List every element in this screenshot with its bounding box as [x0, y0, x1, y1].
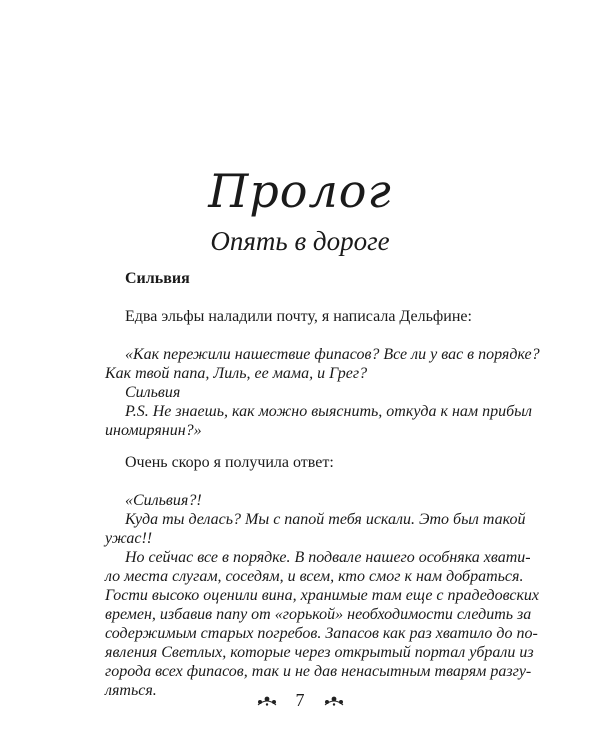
letter2-p2-line6: явления Светлых, которые через открытый портал убрали из — [105, 644, 534, 661]
letter2-p2-line2: ло места слугам, соседям, и всем, кто смог к нам добраться. — [105, 568, 524, 585]
second-letter — [105, 491, 540, 700]
reply-intro-paragraph — [105, 453, 505, 472]
chapter-title: Пролог — [208, 164, 392, 218]
letter1-line1: «Как пережили нашествие фипасов? Все ли у вас в порядке? — [125, 346, 540, 363]
intro-paragraph — [105, 307, 505, 326]
letter1-ps-line2: иномирянин?» — [105, 422, 202, 439]
letter2-p2-line1: Но сейчас все в порядке. В подвале нашего особняка хвати- — [125, 549, 531, 566]
section-name: Сильвия — [125, 270, 190, 287]
reply-intro-line: Очень скоро я получила ответ: — [125, 454, 334, 471]
floral-ornament-icon — [256, 693, 278, 707]
letter2-line2: Куда ты делась? Мы с папой тебя искали. Это был такой — [125, 511, 526, 528]
letter1-signature: Сильвия — [125, 384, 181, 401]
letter2-p2-line7: города всех фипасов, так и не дав ненасытным тварям разгу- — [105, 663, 532, 680]
intro-line: Едва эльфы наладили почту, я написала Дельфине: — [125, 308, 472, 325]
chapter-subtitle: Опять в дороге — [210, 226, 390, 256]
letter1-ps-line1: P.S. Не знаешь, как можно выяснить, откуда к нам прибыл — [125, 403, 532, 420]
letter2-p2-line4: времен, избавив папу от «горькой» необходимости следить за — [105, 606, 532, 623]
letter2-p2-line8: ляться. — [105, 682, 157, 699]
page-footer — [0, 690, 600, 710]
letter1-line2: Как твой папа, Лиль, ее мама, и Грег? — [105, 365, 368, 382]
first-letter — [105, 345, 540, 440]
floral-ornament-icon — [323, 693, 345, 707]
letter2-p2-line5: содержимым старых погребов. Запасов как раз хватило до по- — [105, 625, 538, 642]
page-number: 7 — [295, 690, 305, 710]
letter2-line3: ужас!! — [105, 530, 153, 547]
letter2-p2-line3: Гости высоко оценили вина, хранимые там еще с прадедовских — [105, 587, 540, 604]
letter2-line1: «Сильвия?! — [125, 492, 202, 509]
